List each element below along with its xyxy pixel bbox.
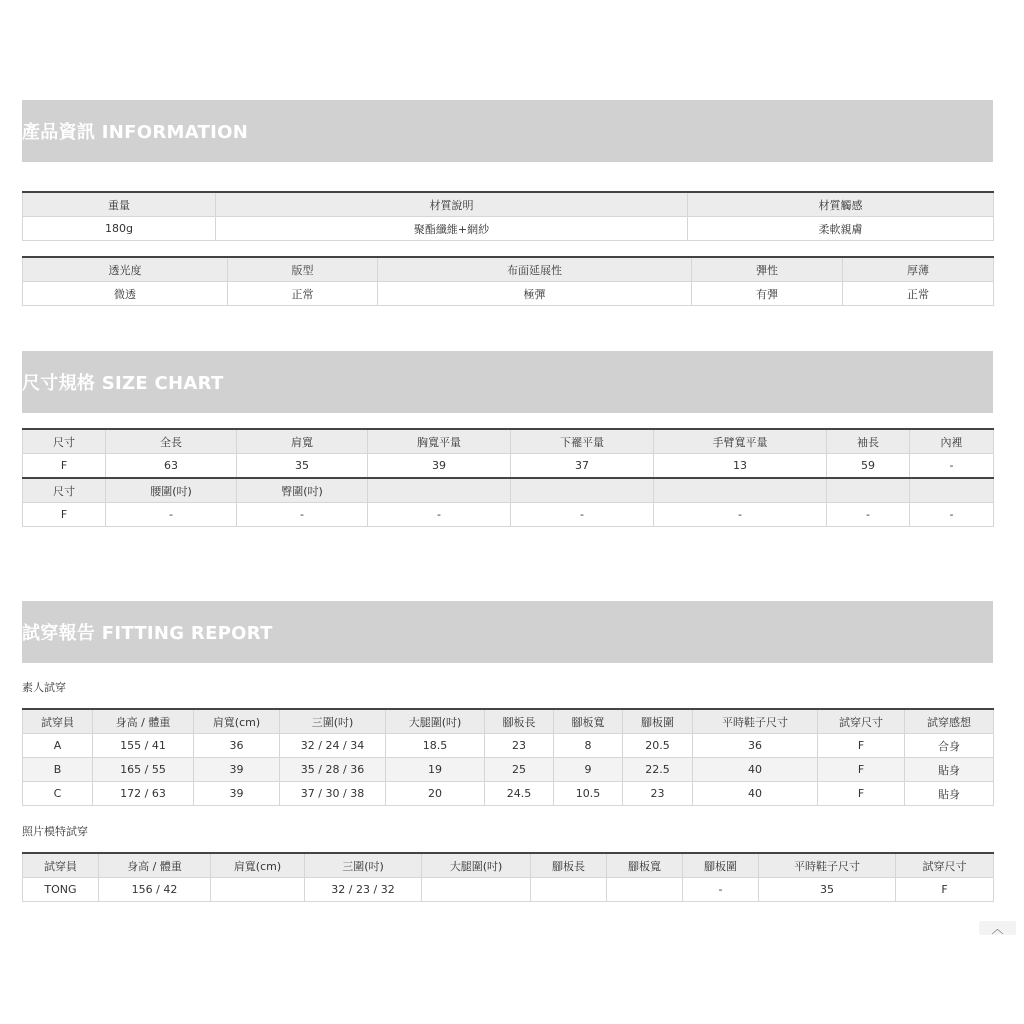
table-header: 腰圍(吋) (106, 478, 237, 503)
table-header: 臀圍(吋) (237, 478, 368, 503)
table-cell: 39 (194, 782, 280, 806)
table-cell: 10.5 (554, 782, 623, 806)
table-cell: - (910, 503, 994, 527)
table-header: 三圍(吋) (305, 853, 422, 878)
table-cell: 156 / 42 (99, 878, 211, 902)
table-cell (531, 878, 607, 902)
table-cell: 39 (368, 454, 511, 479)
size-table (22, 428, 994, 527)
table-header: 腳板寬 (554, 709, 623, 734)
table-cell: 23 (485, 734, 554, 758)
table-header: 身高 / 體重 (99, 853, 211, 878)
table-cell: 40 (693, 782, 818, 806)
table-cell (607, 878, 683, 902)
table-cell: 165 / 55 (93, 758, 194, 782)
table-cell: F (23, 454, 106, 479)
table-cell: 37 (511, 454, 654, 479)
table-header: 大腿圍(吋) (422, 853, 531, 878)
table-header: 尺寸 (23, 478, 106, 503)
table-cell: 32 / 23 / 32 (305, 878, 422, 902)
table-cell: 63 (106, 454, 237, 479)
table-header: 平時鞋子尺寸 (693, 709, 818, 734)
table-header: 大腿圍(吋) (386, 709, 485, 734)
table-cell: - (910, 454, 994, 479)
table-cell: 39 (194, 758, 280, 782)
size-banner (22, 351, 993, 413)
table-header: 腳板寬 (607, 853, 683, 878)
table-header: 試穿尺寸 (818, 709, 905, 734)
table-header: 試穿員 (23, 709, 93, 734)
amateur-fitting-table (22, 708, 994, 806)
table-header: 胸寬平量 (368, 429, 511, 454)
table-header: 重量 (23, 192, 216, 217)
table-header: 彈性 (692, 257, 843, 282)
table-header: 材質說明 (216, 192, 688, 217)
fitting-title: 試穿報告 FITTING REPORT (22, 623, 273, 644)
table-header: 身高 / 體重 (93, 709, 194, 734)
table-cell: 36 (194, 734, 280, 758)
table-cell: - (511, 503, 654, 527)
table-cell: F (818, 758, 905, 782)
table-header (511, 478, 654, 503)
table-cell: TONG (23, 878, 99, 902)
table-cell: 20 (386, 782, 485, 806)
table-header: 平時鞋子尺寸 (759, 853, 896, 878)
table-cell: F (896, 878, 994, 902)
table-cell: 172 / 63 (93, 782, 194, 806)
table-header: 腳板長 (531, 853, 607, 878)
table-cell: 35 (759, 878, 896, 902)
table-cell: 36 (693, 734, 818, 758)
info-banner (22, 100, 993, 162)
model-fitting-table (22, 852, 994, 902)
table-cell: 37 / 30 / 38 (280, 782, 386, 806)
table-header: 透光度 (23, 257, 228, 282)
table-cell: B (23, 758, 93, 782)
table-cell: 13 (654, 454, 827, 479)
table-cell: F (23, 503, 106, 527)
table-cell: 40 (693, 758, 818, 782)
table-cell: F (818, 782, 905, 806)
table-cell: 22.5 (623, 758, 693, 782)
table-cell: 19 (386, 758, 485, 782)
table-cell: - (654, 503, 827, 527)
table-header: 尺寸 (23, 429, 106, 454)
table-cell: 極彈 (378, 282, 692, 306)
info-title: 產品資訊 INFORMATION (22, 122, 249, 143)
table-row (23, 758, 994, 782)
table-header: 全長 (106, 429, 237, 454)
table-header (910, 478, 994, 503)
table-header: 肩寬 (237, 429, 368, 454)
table-row (23, 734, 994, 758)
table-cell: 25 (485, 758, 554, 782)
fitting-banner (22, 601, 993, 663)
table-cell: A (23, 734, 93, 758)
table-header (368, 478, 511, 503)
table-cell: - (368, 503, 511, 527)
table-cell: 24.5 (485, 782, 554, 806)
table-header: 內裡 (910, 429, 994, 454)
table-header: 三圍(吋) (280, 709, 386, 734)
table-row (23, 878, 994, 902)
table-cell (422, 878, 531, 902)
table-cell: 貼身 (905, 782, 994, 806)
table-cell: F (818, 734, 905, 758)
table-row (23, 782, 994, 806)
table-cell: 155 / 41 (93, 734, 194, 758)
table-header: 版型 (228, 257, 378, 282)
table-cell: 35 / 28 / 36 (280, 758, 386, 782)
table-cell: 貼身 (905, 758, 994, 782)
table-cell: 18.5 (386, 734, 485, 758)
table-header: 手臂寬平量 (654, 429, 827, 454)
table-header: 肩寬(cm) (211, 853, 305, 878)
table-cell: 微透 (23, 282, 228, 306)
table-header: 腳板圍 (683, 853, 759, 878)
table-header: 試穿員 (23, 853, 99, 878)
table-cell: 35 (237, 454, 368, 479)
info-table-1 (22, 191, 994, 241)
table-header: 肩寬(cm) (194, 709, 280, 734)
table-cell: 有彈 (692, 282, 843, 306)
table-header: 袖長 (827, 429, 910, 454)
info-table-2 (22, 256, 994, 306)
table-header: 布面延展性 (378, 257, 692, 282)
table-cell: - (237, 503, 368, 527)
table-cell: 23 (623, 782, 693, 806)
table-cell: 20.5 (623, 734, 693, 758)
amateur-fitting-label: 素人試穿 (22, 681, 66, 694)
table-header: 試穿尺寸 (896, 853, 994, 878)
table-header: 厚薄 (843, 257, 994, 282)
size-title: 尺寸規格 SIZE CHART (22, 373, 224, 394)
table-cell: 9 (554, 758, 623, 782)
chevron-up-icon: ︿ (991, 922, 1004, 936)
table-header: 材質觸感 (688, 192, 994, 217)
table-header: 腳板長 (485, 709, 554, 734)
table-cell: 180g (23, 217, 216, 241)
table-header: 下襬平量 (511, 429, 654, 454)
table-header: 腳板圍 (623, 709, 693, 734)
table-cell: - (827, 503, 910, 527)
table-header (654, 478, 827, 503)
table-cell: 59 (827, 454, 910, 479)
table-cell: 8 (554, 734, 623, 758)
table-cell: - (683, 878, 759, 902)
table-cell (211, 878, 305, 902)
table-cell: 正常 (843, 282, 994, 306)
table-header: 試穿感想 (905, 709, 994, 734)
table-cell: 32 / 24 / 34 (280, 734, 386, 758)
table-cell: 合身 (905, 734, 994, 758)
table-cell: 正常 (228, 282, 378, 306)
table-cell: C (23, 782, 93, 806)
table-cell: - (106, 503, 237, 527)
table-cell: 聚酯纖維+網紗 (216, 217, 688, 241)
table-cell: 柔軟親膚 (688, 217, 994, 241)
back-to-top-button[interactable] (979, 921, 1016, 935)
model-fitting-label: 照片模特試穿 (22, 825, 88, 838)
table-header (827, 478, 910, 503)
